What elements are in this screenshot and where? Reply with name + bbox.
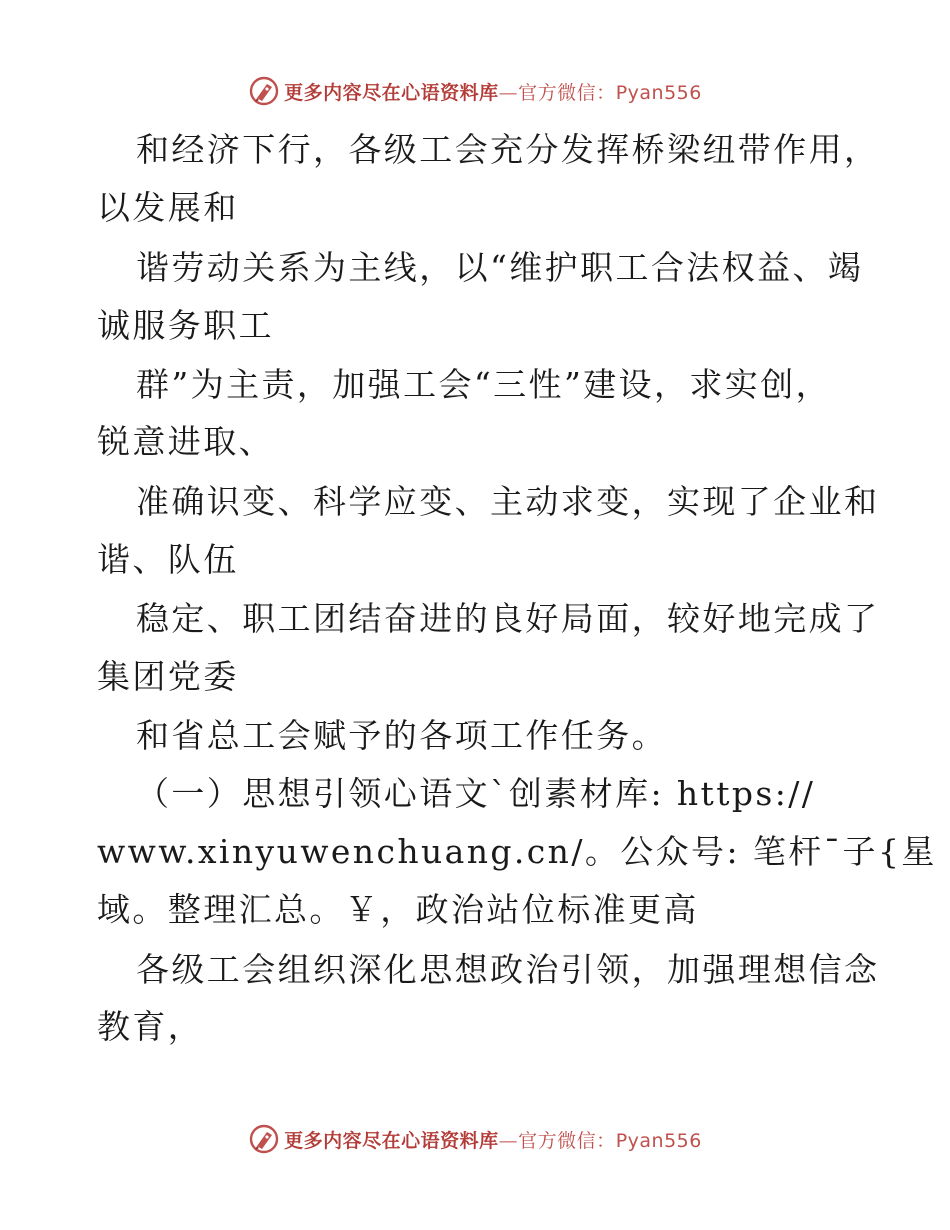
pen-nib-logo-icon bbox=[248, 75, 280, 107]
paragraph-line: 以发展和 bbox=[97, 188, 239, 227]
paragraph-line: 谐劳动关系为主线，以“维护职工合法权益、竭 bbox=[136, 248, 864, 287]
paragraph-line: 域。整理汇总。￥，政治站位标准更高 bbox=[97, 890, 699, 929]
paragraph-line: 诚服务职工 bbox=[97, 306, 274, 345]
paragraph-line: 教育， bbox=[97, 1007, 204, 1046]
footer-banner bbox=[0, 1120, 950, 1158]
paragraph-line: 稳定、职工团结奋进的良好局面，较好地完成了 bbox=[136, 599, 880, 638]
paragraph-line: 准确识变、科学应变、主动求变，实现了企业和 bbox=[136, 482, 880, 521]
paragraph-line: www.xinyuwenchuang.cn/。公众号: 笔杆¯子{星 bbox=[97, 832, 937, 871]
paragraph-line: 集团党委 bbox=[97, 657, 239, 696]
paragraph-line: 群”为主责，加强工会“三性”建设，求实创， bbox=[136, 365, 832, 404]
header-banner-text: 更多内容尽在心语资料库—官方微信：Pyan556 bbox=[284, 81, 702, 104]
paragraph-line: 各级工会组织深化思想政治引领，加强理想信念 bbox=[136, 950, 880, 989]
header-banner bbox=[0, 72, 950, 110]
pen-nib-logo-icon bbox=[248, 1123, 280, 1155]
paragraph-line: 和经济下行，各级工会充分发挥桥梁纽带作用， bbox=[136, 130, 880, 169]
paragraph-line: （一）思想引领心语文`创素材库: https:// bbox=[136, 774, 816, 813]
paragraph-line: 锐意进取、 bbox=[97, 422, 274, 461]
footer-banner-text: 更多内容尽在心语资料库—官方微信：Pyan556 bbox=[284, 1129, 702, 1152]
paragraph-line: 谐、队伍 bbox=[97, 540, 239, 579]
paragraph-line: 和省总工会赋予的各项工作任务。 bbox=[136, 716, 667, 755]
